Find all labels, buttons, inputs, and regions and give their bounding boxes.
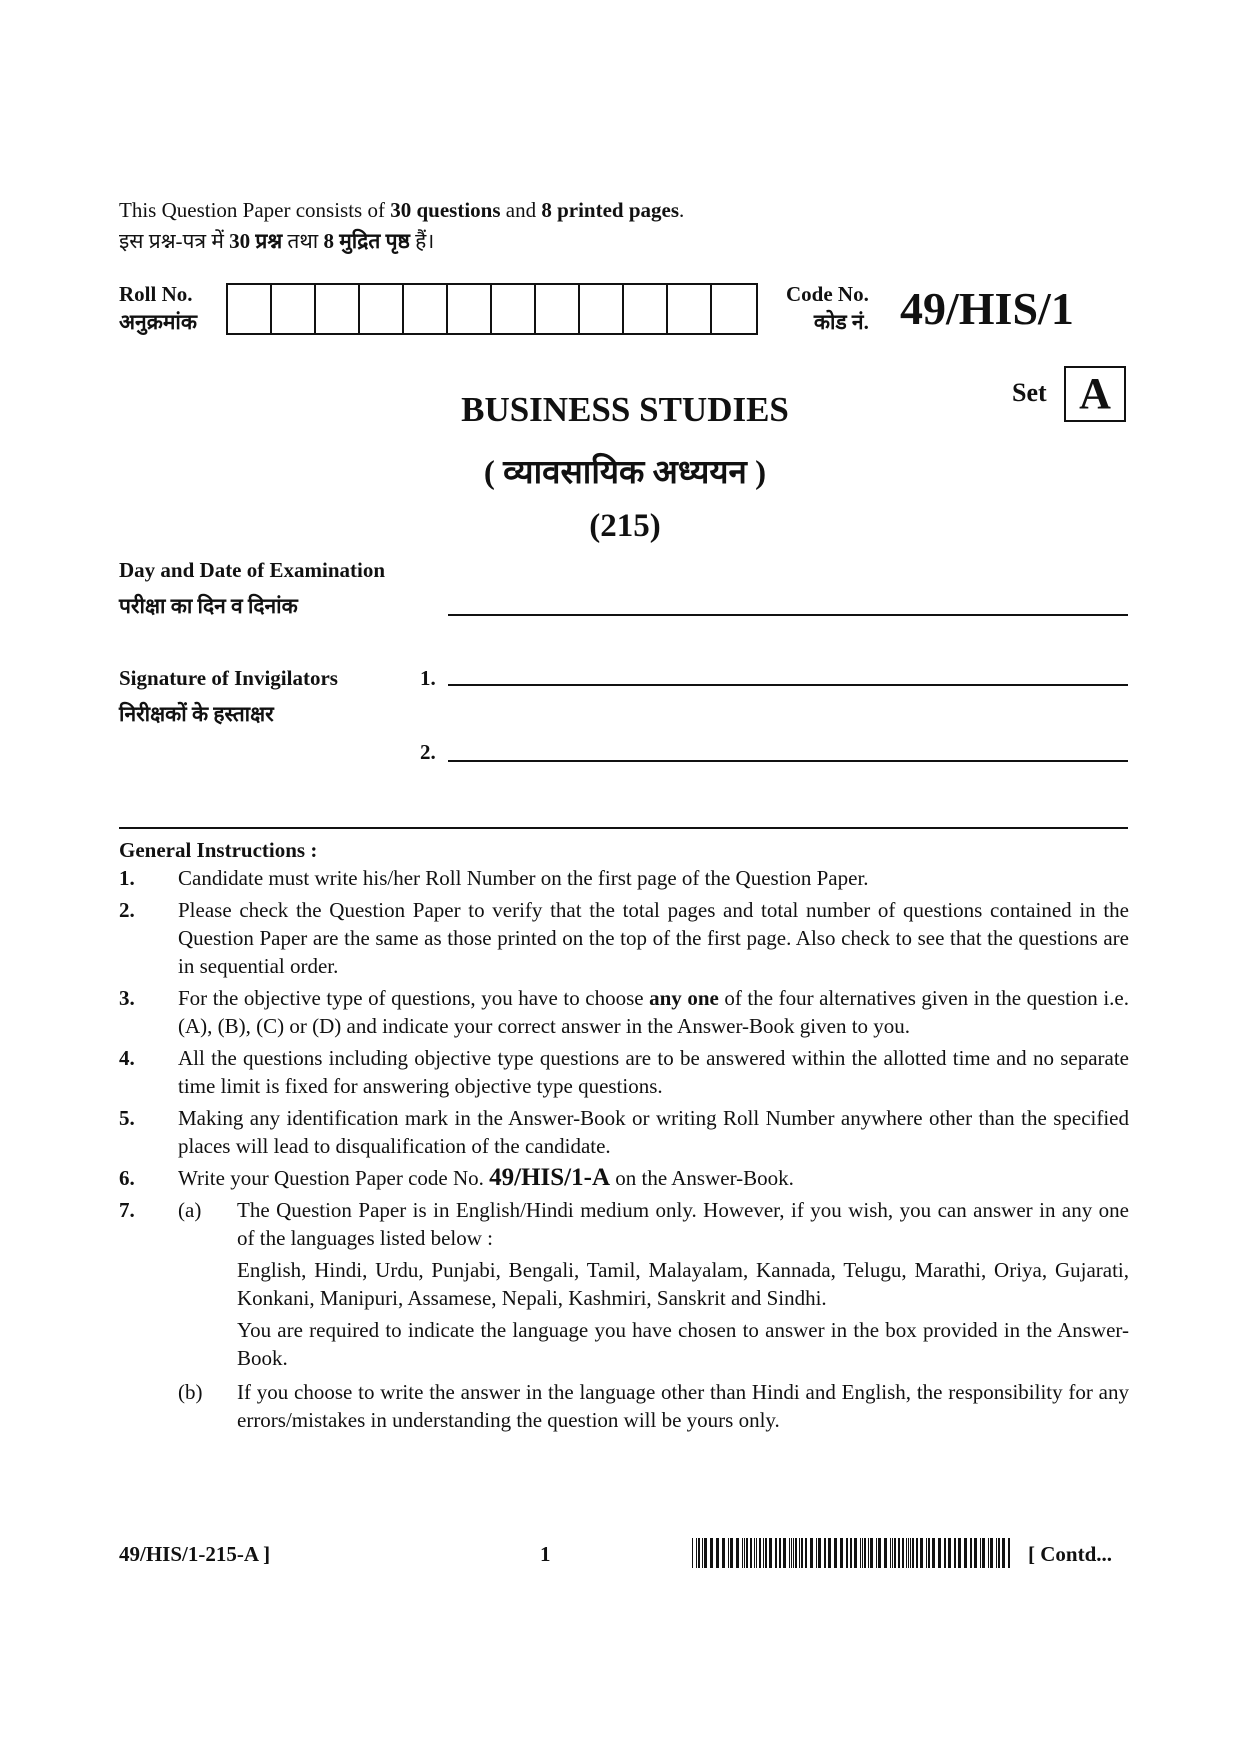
subject-title-hindi: ( व्यावसायिक अध्ययन ) (483, 455, 767, 491)
section-divider (119, 827, 1128, 829)
instruction-item: 5. Making any identification mark in the Answer-Book or writing Roll Number anywhere other than the specified places will lead to disqualification of the candidate. (119, 1106, 1129, 1158)
roll-digit-box[interactable] (668, 285, 712, 333)
subject-code: (215) (589, 508, 661, 544)
roll-digit-box[interactable] (448, 285, 492, 333)
invigilator-1-line[interactable] (448, 684, 1128, 686)
intro-english: This Question Paper consists of 30 questions and 8 printed pages. (119, 198, 685, 222)
roll-digit-box[interactable] (272, 285, 316, 333)
instruction-subitem: (a) The Question Paper is in English/Hindi medium only. However, if you wish, you can answer in any one of the languages listed below : English, Hindi, Urdu, Punjabi, Bengali, Tamil, Malayalam, Kannada, Telugu, Marathi, Oriya, Gujarati, Konkani, Manipuri, Assamese, Nepali, Kashmiri, Sanskrit and Sindhi. You are required to indicate the language you have chosen to answer in the box provided in the Answer-Book. (178, 1198, 1129, 1370)
instruction-item: 7. (a) The Question Paper is in English/Hindi medium only. However, if you wish, you can answer in any one of the languages listed below : English, Hindi, Urdu, Punjabi, Bengali, Tamil, Malayalam, Kannada, Telugu, Marathi, Oriya, Gujarati, Konkani, Manipuri, Assamese, Nepali, Kashmiri, Sanskrit and Sindhi. You are required to indicate the language you have chosen to answer in the box provided in the Answer-Book. (b) If you choose to write the answer in the language other than Hindi and English, the responsibility for any errors/mistakes in understanding the question will be yours only. (119, 1198, 1129, 1432)
roll-digit-box[interactable] (316, 285, 360, 333)
roll-digit-box[interactable] (228, 285, 272, 333)
instruction-item: 4. All the questions including objective type questions are to be answered within the allotted time and no separate time limit is fixed for answering objective type questions. (119, 1046, 1129, 1098)
barcode-icon (692, 1538, 1012, 1568)
exam-date-line[interactable] (448, 614, 1128, 616)
roll-digit-box[interactable] (492, 285, 536, 333)
exam-date-label: Day and Date of Examination परीक्षा का दिन व दिनांक (119, 558, 386, 618)
invigilator-2-number: 2. (420, 740, 436, 764)
roll-digit-box[interactable] (624, 285, 668, 333)
roll-digit-box[interactable] (580, 285, 624, 333)
roll-digit-box[interactable] (712, 285, 756, 333)
code-number-value: 49/HIS/1 (900, 283, 1074, 334)
invigilator-2-line[interactable] (448, 760, 1128, 762)
instructions-title: General Instructions : (119, 838, 318, 862)
set-value: A (1064, 366, 1126, 422)
roll-digit-box[interactable] (536, 285, 580, 333)
page-number: 1 (540, 1542, 551, 1566)
general-instructions (119, 836, 1129, 1434)
roll-digit-box[interactable] (360, 285, 404, 333)
instruction-item: 2. Please check the Question Paper to verify that the total pages and total number of questions contained in the Question Paper are the same as those printed on the top of the first page. Also check to see that the questions are in sequential order. (119, 898, 1129, 978)
instruction-subitem: (b) If you choose to write the answer in the language other than Hindi and English, the responsibility for any errors/mistakes in understanding the question will be yours only. (178, 1380, 1129, 1432)
roll-digit-box[interactable] (404, 285, 448, 333)
set-label: Set (1012, 378, 1047, 407)
invigilator-1-number: 1. (420, 666, 436, 690)
roll-number-label: Roll No. अनुक्रमांक (119, 282, 197, 334)
instruction-item: 3. For the objective type of questions, you have to choose any one of the four alternatives given in the question i.e. (A), (B), (C) or (D) and indicate your correct answer in the Answer-Book given to you. (119, 986, 1129, 1038)
footer-code: 49/HIS/1-215-A ] (119, 1542, 271, 1566)
code-number-label: Code No. कोड नं. (786, 282, 869, 334)
subject-title: BUSINESS STUDIES (461, 390, 789, 429)
instruction-item: 6. Write your Question Paper code No. 49/HIS/1-A on the Answer-Book. (119, 1164, 794, 1191)
invigilator-signature-label: Signature of Invigilators निरीक्षकों के हस्ताक्षर (119, 666, 338, 726)
instruction-item: 1. Candidate must write his/her Roll Number on the first page of the Question Paper. (119, 866, 869, 890)
paper-intro (119, 195, 684, 257)
intro-hindi: इस प्रश्न-पत्र में 30 प्रश्न तथा 8 मुद्रित पृष्ठ हैं। (119, 229, 435, 253)
contd-label: [ Contd... (1028, 1542, 1113, 1566)
roll-number-boxes[interactable] (226, 283, 758, 335)
